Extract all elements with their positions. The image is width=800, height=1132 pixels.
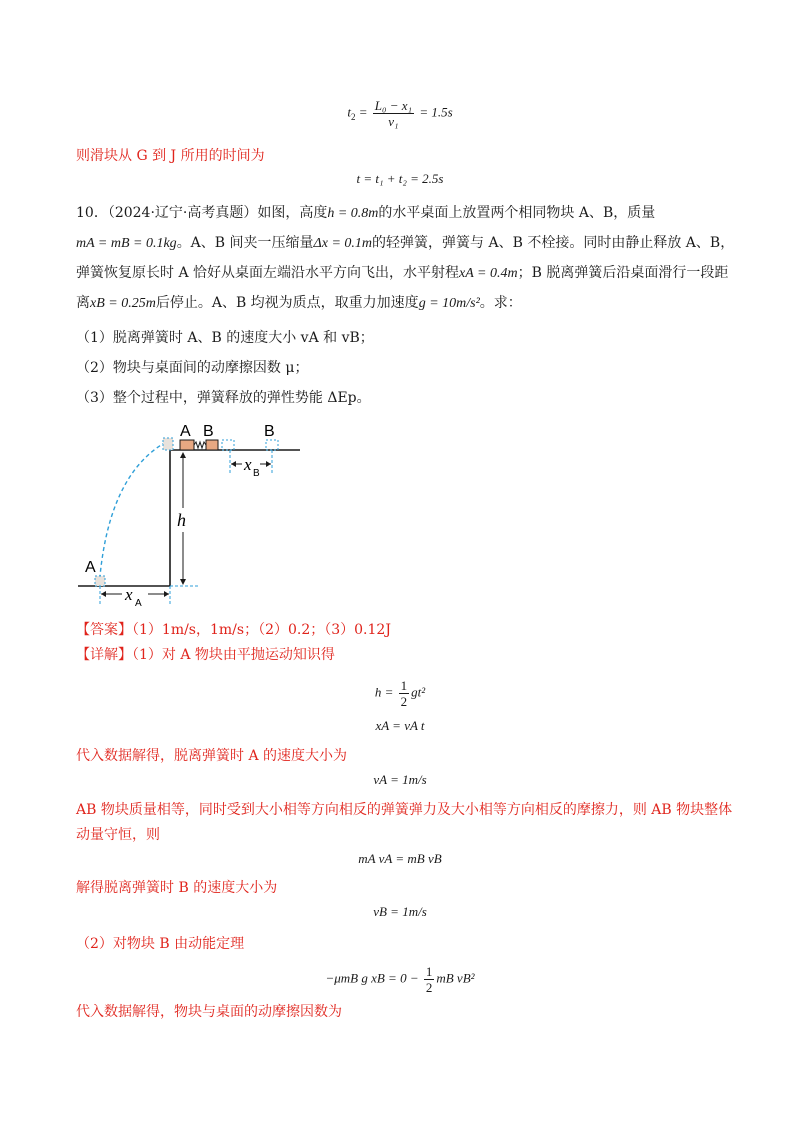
momentum-text-1: AB 物块质量相等，同时受到大小相等方向相反的弹簧弹力及大小相等方向相反的摩擦力，则 AB 物块整体 bbox=[76, 802, 733, 818]
equation-total-time: t = t₁ + t₂ = 2.5s bbox=[356, 171, 444, 186]
answer-line: 【答案】（1）1m/s，1m/s；（2）0.2；（3）0.12J bbox=[76, 622, 391, 638]
physics-diagram bbox=[70, 414, 310, 614]
block-a-landed bbox=[95, 576, 105, 586]
problem-line-2: mA = mB = 0.1kg。A、B 间夹一压缩量Δx = 0.1m的轻弹簧，弹簧与 A、B 不栓接。同时由静止释放 A、B， bbox=[76, 235, 735, 251]
block-b bbox=[206, 440, 218, 450]
trajectory-curve bbox=[100, 442, 166, 576]
substitute-mu-text: 代入数据解得，物块与桌面的动摩擦因数为 bbox=[76, 1004, 342, 1020]
momentum-text-2: 动量守恒，则 bbox=[76, 827, 160, 843]
fraction: $\frac{\text{L₀ − x₁}}{\text{v₁}}$ bbox=[374, 98, 413, 129]
question-3: （3）整个过程中，弹簧释放的弹性势能 ΔEp。 bbox=[76, 390, 371, 406]
xa-dimension bbox=[100, 585, 170, 609]
table bbox=[78, 450, 300, 586]
spring bbox=[194, 442, 206, 448]
label-xa: x bbox=[125, 585, 133, 604]
problem-line-3: 弹簧恢复原长时 A 恰好从桌面左端沿水平方向飞出，水平射程xA = 0.4m；B 脱离弹簧后沿桌面滑行一段距 bbox=[76, 265, 729, 281]
block-b-end-ghost bbox=[266, 440, 278, 450]
equation-vb: vB = 1m/s bbox=[373, 904, 427, 919]
equation-energy: −μmB g xB = 0 − $\frac{1}{2}$ mB vB² bbox=[325, 964, 475, 995]
fraction-half-energy: $\frac{1}{2}$ bbox=[425, 964, 433, 995]
problem-line-4: 离xB = 0.25m后停止。A、B 均视为质点，取重力加速度g = 10m/s²。求： bbox=[76, 295, 522, 311]
substitute-a-text: 代入数据解得，脱离弹簧时 A 的速度大小为 bbox=[76, 748, 348, 764]
equation-h: h = $\frac{1}{2}$ gt² bbox=[374, 678, 426, 709]
detail-line: 【详解】（1）对 A 物块由平抛运动知识得 bbox=[76, 647, 335, 663]
xb-dimension bbox=[230, 450, 272, 479]
label-a-top: A bbox=[180, 423, 191, 440]
problem-line-1: 10．（2024·辽宁·高考真题）如图，高度h = 0.8m的水平桌面上放置两个相同物块 A、B，质量 bbox=[76, 205, 656, 221]
block-a-start-ghost bbox=[163, 438, 173, 450]
question-1: （1）脱离弹簧时 A、B 的速度大小 vA 和 vB； bbox=[76, 330, 374, 346]
equation-xa: xA = vA t bbox=[375, 718, 425, 733]
label-xb-sub: B bbox=[253, 468, 260, 479]
q2-text: （2）对物块 B 由动能定理 bbox=[76, 936, 245, 952]
label-xa-sub: A bbox=[135, 598, 142, 609]
block-b-ghost bbox=[222, 440, 234, 450]
solve-b-text: 解得脱离弹簧时 B 的速度大小为 bbox=[76, 880, 278, 896]
equation-momentum: mA vA = mB vB bbox=[358, 851, 442, 866]
question-2: （2）物块与桌面间的动摩擦因数 μ； bbox=[76, 360, 309, 376]
slider-time-text: 则滑块从 G 到 J 所用的时间为 bbox=[76, 148, 265, 164]
label-b-top: B bbox=[203, 423, 214, 440]
label-xb: x bbox=[244, 455, 252, 474]
equation-t2: $t_2$ = $\frac{\text{L₀ − x₁}}{\text{v₁}}$ = 1.5s bbox=[347, 98, 453, 129]
label-a-bottom: A bbox=[85, 559, 96, 576]
label-b-far: B bbox=[264, 423, 275, 440]
block-a bbox=[180, 440, 194, 450]
h-dimension bbox=[170, 452, 200, 586]
fraction-half: $\frac{1}{2}$ bbox=[400, 678, 408, 709]
equation-va: vA = 1m/s bbox=[373, 772, 427, 787]
label-h: h bbox=[177, 510, 186, 530]
